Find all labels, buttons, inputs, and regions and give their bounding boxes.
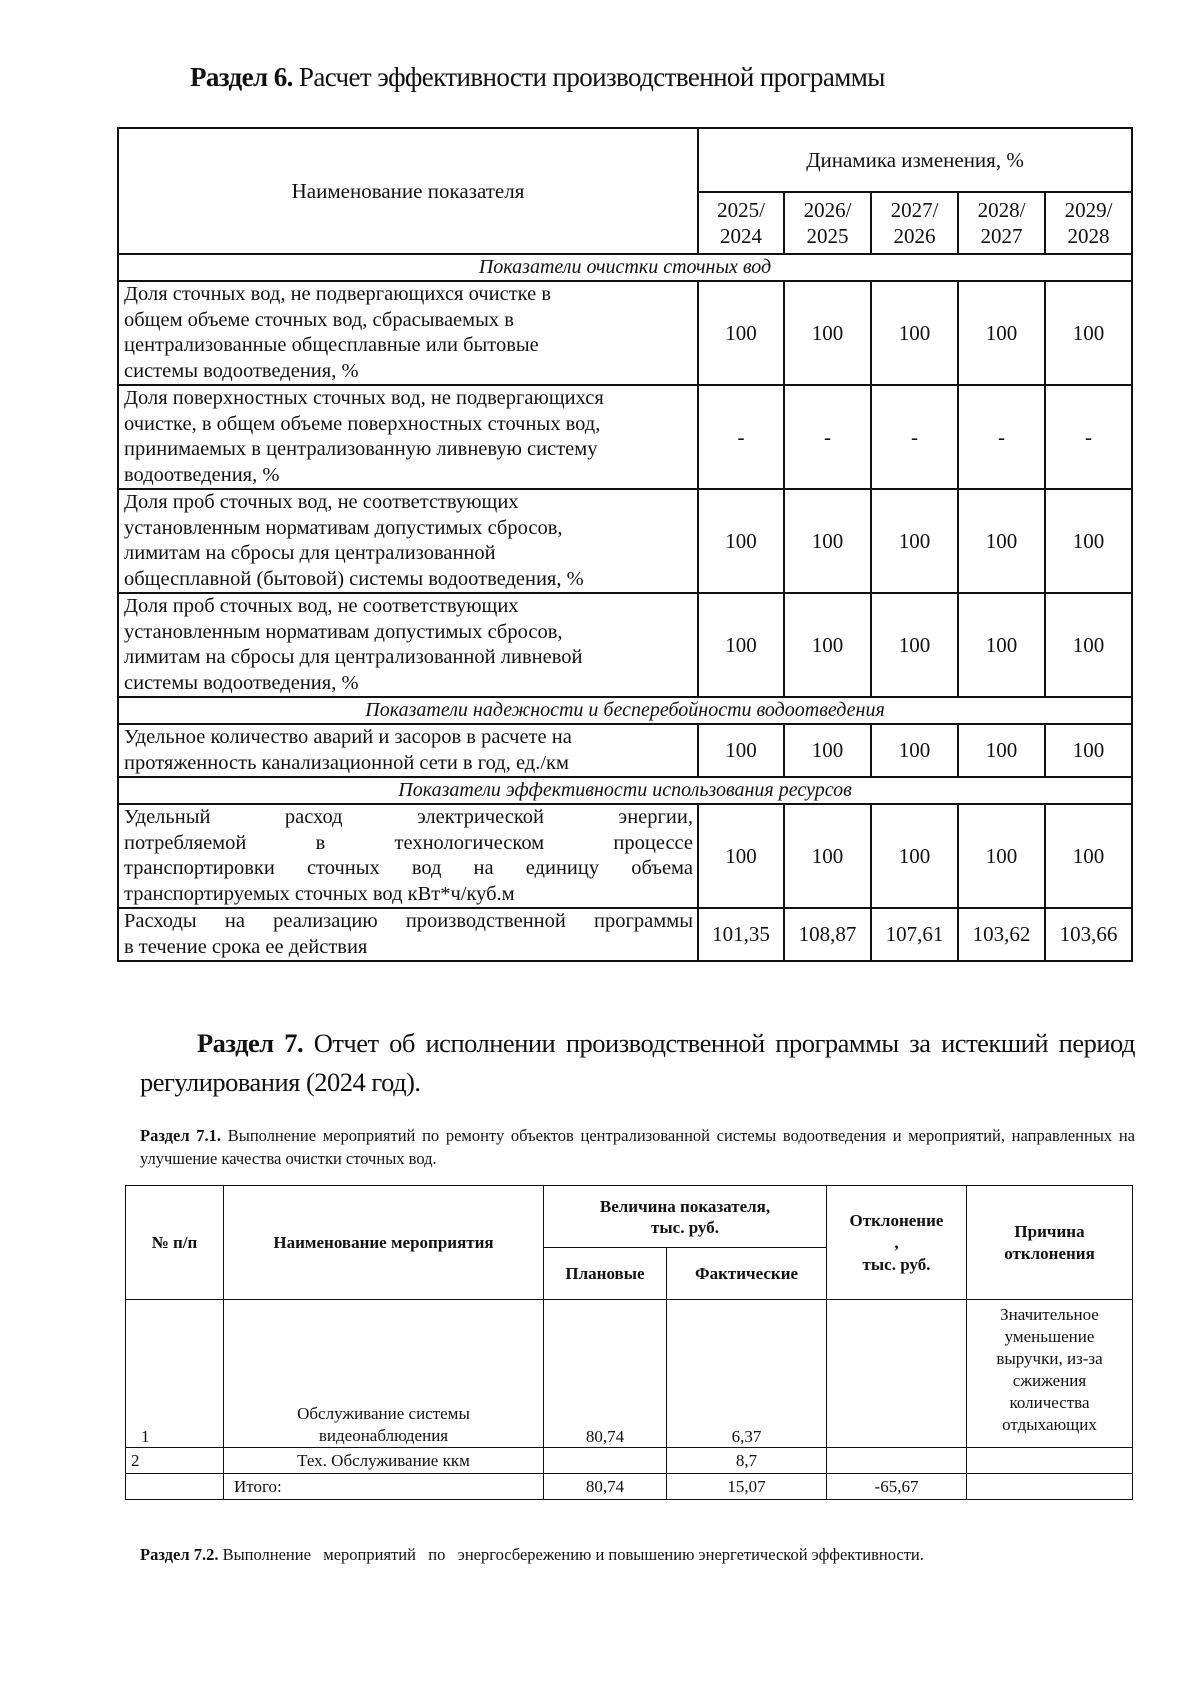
section6-label: Раздел 6. [190,62,293,92]
indicator-value: 100 [1045,593,1132,697]
indicator-value: 100 [871,593,958,697]
indicator-value: 100 [1045,489,1132,593]
activity-name: Обслуживание системы видеонаблюдения [224,1300,544,1448]
section6-title [190,62,885,93]
table-row [118,724,1132,777]
indicator-value: 107,61 [871,908,958,961]
indicator-value: - [871,385,958,489]
planned-value [544,1448,667,1474]
planned-value: 80,74 [544,1300,667,1448]
deviation-reason [967,1448,1133,1474]
group-header-resources: Показатели эффективности использования ресурсов [118,777,1132,804]
value-header: Величина показателя, тыс. руб. [544,1186,827,1248]
actual-header: Фактические [667,1248,827,1300]
table-row [118,489,1132,593]
indicator-name: Расходы на реализацию производственной программы в течение срока ее действия [118,908,698,961]
activities-table [125,1185,1133,1500]
total-reason [967,1474,1133,1500]
indicator-value: 100 [784,804,871,908]
section7-title [140,1024,1135,1102]
indicator-value: - [1045,385,1132,489]
indicator-value: 100 [784,724,871,777]
planned-header: Плановые [544,1248,667,1300]
deviation-reason: Значительное уменьшение выручки, из-за сжижения количества отдыхающих [967,1300,1133,1448]
section72-heading [140,1545,924,1565]
reason-header: Причина отклонения [967,1186,1133,1300]
indicator-value: 100 [784,281,871,385]
indicator-value: 100 [1045,804,1132,908]
indicator-value: 100 [958,593,1045,697]
efficiency-table [117,127,1133,962]
indicator-value: 100 [698,281,784,385]
deviation-value [827,1448,967,1474]
indicator-name: Доля проб сточных вод, не соответствующих установленным нормативам допустимых сбросов, лимитам на сбросы для централизованной ливневой системы водоотведения, % [118,593,698,697]
year-header: 2028/ 2027 [958,192,1045,254]
indicator-value: 108,87 [784,908,871,961]
indicator-name: Удельный расход электрической энергии, потребляемой в технологическом процессе транспортировки сточных вод на единицу объема транспортируемых сточных вод кВт*ч/куб.м [118,804,698,908]
total-deviation: -65,67 [827,1474,967,1500]
table-row [118,385,1132,489]
indicator-value: 100 [698,724,784,777]
group-header-reliability: Показатели надежности и бесперебойности водоотведения [118,697,1132,724]
indicator-value: 100 [958,724,1045,777]
total-planned: 80,74 [544,1474,667,1500]
indicator-value: 101,35 [698,908,784,961]
table-row [118,804,1132,908]
indicator-value: 100 [698,593,784,697]
indicator-value: 100 [958,804,1045,908]
total-label: Итого: [224,1474,544,1500]
total-actual: 15,07 [667,1474,827,1500]
indicator-value: 100 [784,593,871,697]
indicator-value: 100 [871,281,958,385]
section71-text: Выполнение мероприятий по ремонту объектов централизованной системы водоотведения и мероприятий, направленных на улучшение качества очистки сточных вод. [140,1126,1135,1168]
row-num: 1 [126,1300,224,1448]
indicator-value: 100 [698,804,784,908]
table-row [118,593,1132,697]
indicator-value: 100 [958,489,1045,593]
table-row [118,281,1132,385]
table-row [126,1300,1133,1448]
indicator-value: 100 [871,804,958,908]
indicator-value: 100 [958,281,1045,385]
actual-value: 8,7 [667,1448,827,1474]
section72-label: Раздел 7.2. [140,1545,219,1564]
deviation-value [827,1300,967,1448]
table-row [126,1448,1133,1474]
indicator-value: - [958,385,1045,489]
activity-name-header: Наименование мероприятия [224,1186,544,1300]
indicator-value: 100 [1045,281,1132,385]
table-row [118,908,1132,961]
indicator-name: Удельное количество аварий и засоров в расчете на протяженность канализационной сети в год, ед./км [118,724,698,777]
section72-text: Выполнение мероприятий по энергосбережению и повышению энергетической эффективности. [222,1545,924,1564]
total-num [126,1474,224,1500]
indicator-name: Доля проб сточных вод, не соответствующих установленным нормативам допустимых сбросов, лимитам на сбросы для централизованной общесплавной (бытовой) системы водоотведения, % [118,489,698,593]
indicator-value: 103,62 [958,908,1045,961]
indicator-value: 100 [1045,724,1132,777]
section7-label: Раздел 7. [197,1028,304,1058]
deviation-header: Отклонение , тыс. руб. [827,1186,967,1300]
section71-heading [140,1124,1135,1170]
indicator-value: - [784,385,871,489]
year-header: 2029/ 2028 [1045,192,1132,254]
section71-label: Раздел 7.1. [140,1126,222,1145]
indicator-value: 100 [871,724,958,777]
year-header: 2027/ 2026 [871,192,958,254]
group-header-cleaning: Показатели очистки сточных вод [118,254,1132,281]
indicator-value: 103,66 [1045,908,1132,961]
indicator-value: - [698,385,784,489]
total-row [126,1474,1133,1500]
num-header: № п/п [126,1186,224,1300]
section7-title-text: Отчет об исполнении производственной программы за истекший период регулирования (2024 год). [140,1028,1135,1097]
indicator-name: Доля сточных вод, не подвергающихся очистке в общем объеме сточных вод, сбрасываемых в централизованные общесплавные или бытовые системы водоотведения, % [118,281,698,385]
indicator-value: 100 [871,489,958,593]
activity-name: Тех. Обслуживание ккм [224,1448,544,1474]
actual-value: 6,37 [667,1300,827,1448]
indicator-name-header: Наименование показателя [118,128,698,254]
row-num: 2 [126,1448,224,1474]
year-header: 2026/ 2025 [784,192,871,254]
year-header: 2025/ 2024 [698,192,784,254]
indicator-value: 100 [698,489,784,593]
indicator-name: Доля поверхностных сточных вод, не подвергающихся очистке, в общем объеме поверхностных сточных вод, принимаемых в централизованную ливневую систему водоотведения, % [118,385,698,489]
dynamics-header: Динамика изменения, % [698,128,1132,192]
section6-title-text: Расчет эффективности производственной программы [298,62,885,92]
indicator-value: 100 [784,489,871,593]
